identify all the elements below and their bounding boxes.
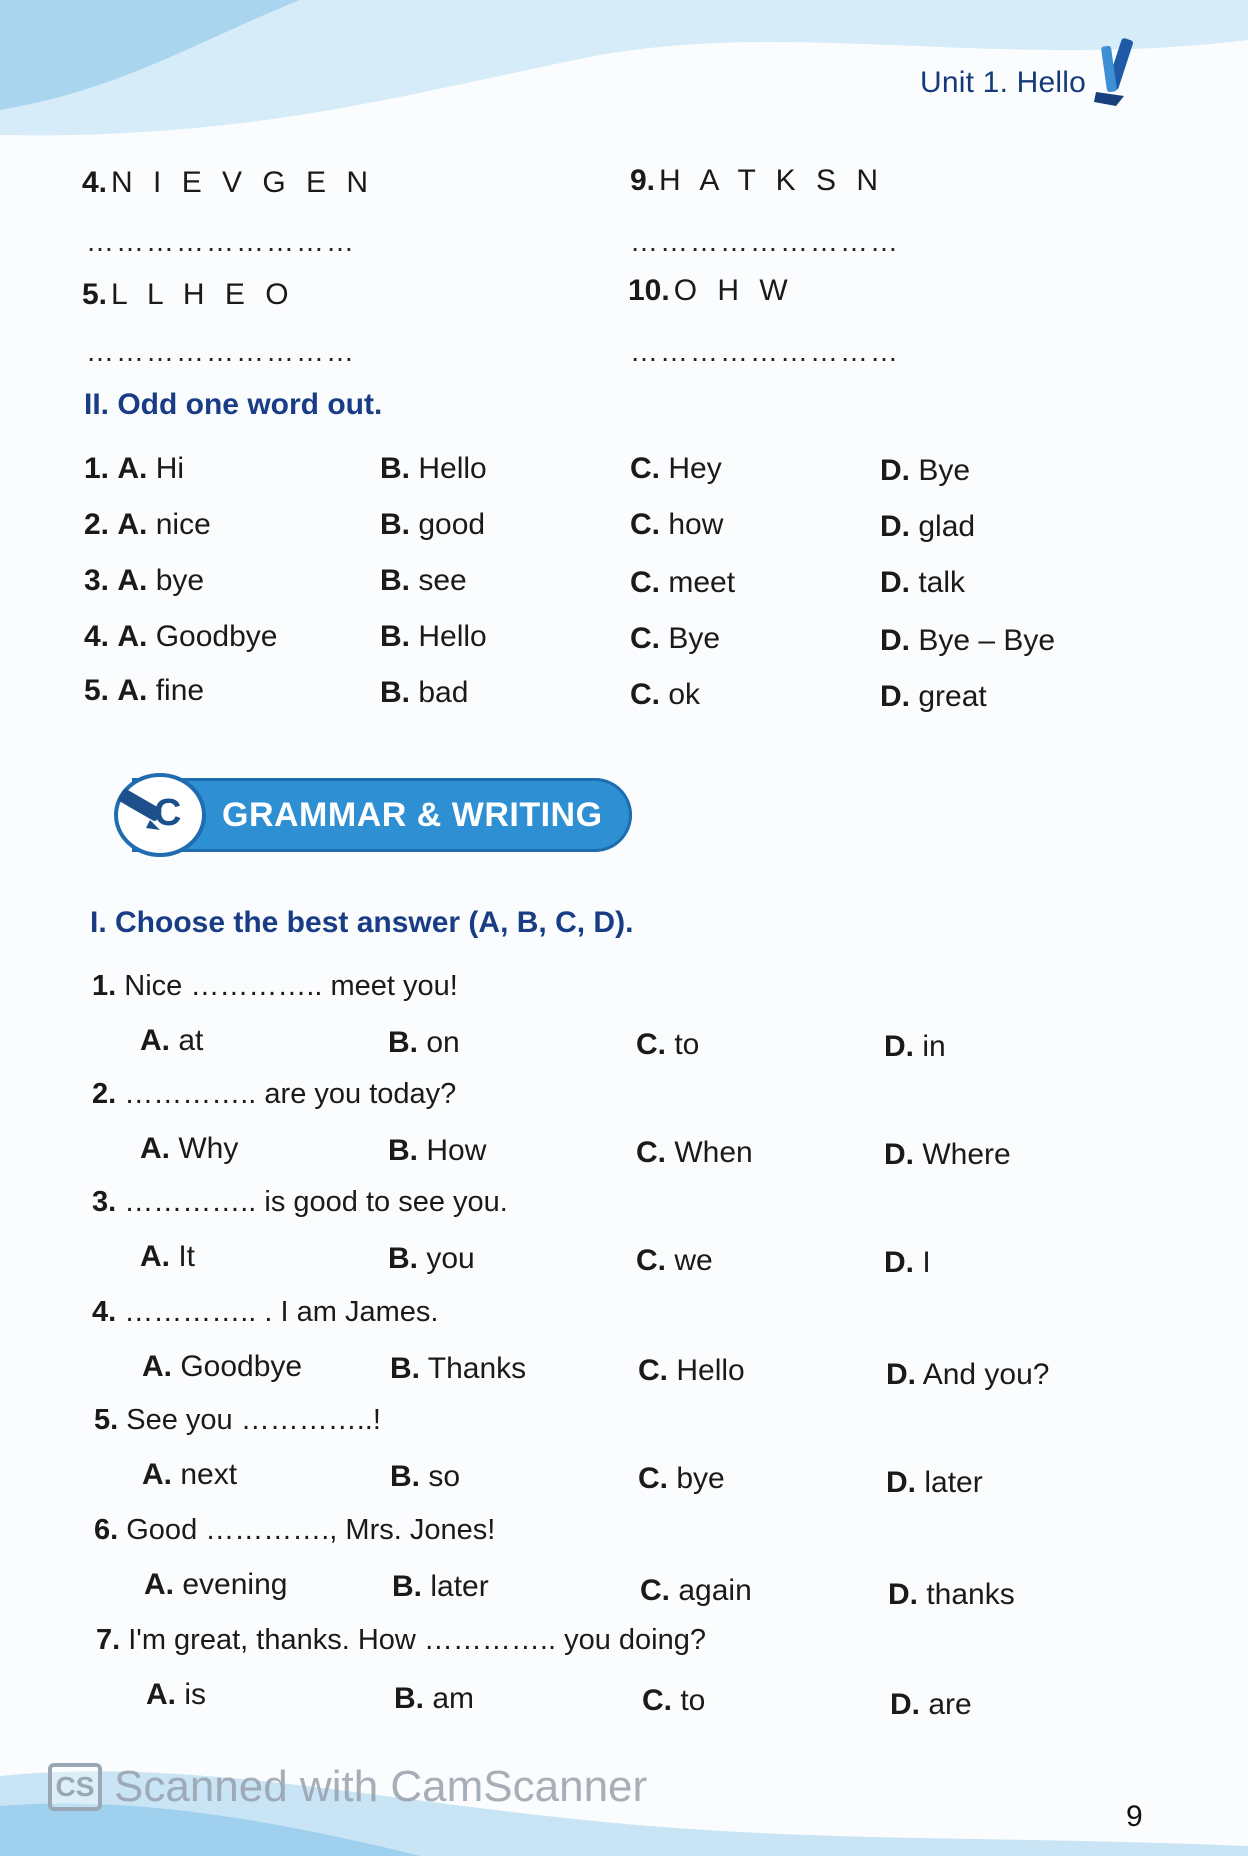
q5-option-b[interactable]: B. so [390, 1460, 461, 1493]
q5-option-d[interactable]: D. later [886, 1466, 983, 1499]
odd-row-5-option-b[interactable]: B. bad [380, 676, 469, 709]
banner-title: GRAMMAR & WRITING [222, 796, 603, 834]
odd-row-1-option-c[interactable]: C. Hey [630, 452, 722, 485]
answer-line[interactable]: ……………………… [86, 226, 356, 257]
scrambled-letters: H A T K S N [659, 164, 884, 197]
odd-row-3-option-c[interactable]: C. meet [630, 566, 736, 599]
q5-option-a[interactable]: A. next [142, 1458, 238, 1491]
q6-option-b[interactable]: B. later [392, 1570, 489, 1603]
unit-title: Unit 1. Hello [920, 66, 1087, 99]
page-number: 9 [1126, 1800, 1143, 1833]
pen-pencil-icon [1090, 36, 1146, 110]
q6-option-c[interactable]: C. again [640, 1574, 752, 1607]
q7-option-a[interactable]: A. is [146, 1678, 207, 1711]
q6-option-d[interactable]: D. thanks [888, 1578, 1015, 1611]
choose-answer-heading: I. Choose the best answer (A, B, C, D). [90, 906, 634, 939]
question-4: 4. ………….. . I am James. [92, 1296, 439, 1328]
q4-option-d[interactable]: D. And you? [886, 1358, 1050, 1391]
question-2: 2. ………….. are you today? [92, 1078, 457, 1110]
odd-row-2-option-c[interactable]: C. how [630, 508, 724, 541]
q1-option-c[interactable]: C. to [636, 1028, 700, 1061]
q3-option-b[interactable]: B. you [388, 1242, 475, 1275]
unscramble-item-10 [628, 274, 794, 308]
q3-option-d[interactable]: D. I [884, 1246, 931, 1279]
q4-option-a[interactable]: A. Goodbye [142, 1350, 303, 1383]
q7-option-b[interactable]: B. am [394, 1682, 475, 1715]
question-6: 6. Good …………., Mrs. Jones! [94, 1514, 496, 1546]
odd-row-5-option-a[interactable]: 5. A. fine [84, 674, 205, 707]
q1-option-a[interactable]: A. at [140, 1024, 204, 1057]
unscramble-item-9 [630, 164, 884, 198]
q2-option-b[interactable]: B. How [388, 1134, 487, 1167]
camscanner-logo-icon: CS [48, 1763, 102, 1811]
grammar-writing-banner [92, 772, 648, 858]
q7-option-c[interactable]: C. to [642, 1684, 706, 1717]
q6-option-a[interactable]: A. evening [144, 1568, 288, 1601]
odd-row-4-option-b[interactable]: B. Hello [380, 620, 487, 653]
odd-row-4-option-a[interactable]: 4. A. Goodbye [84, 620, 278, 653]
item-number: 5. [82, 278, 108, 311]
q2-option-c[interactable]: C. When [636, 1136, 753, 1169]
q2-option-a[interactable]: A. Why [140, 1132, 239, 1165]
q1-option-b[interactable]: B. on [388, 1026, 460, 1059]
odd-one-out-heading: II. Odd one word out. [84, 388, 383, 421]
odd-row-4-option-c[interactable]: C. Bye [630, 622, 721, 655]
q2-option-d[interactable]: D. Where [884, 1138, 1011, 1171]
odd-row-4-option-d[interactable]: D. Bye – Bye [880, 624, 1056, 657]
scrambled-letters: L L H E O [111, 278, 295, 311]
q1-option-d[interactable]: D. in [884, 1030, 946, 1063]
question-3: 3. ………….. is good to see you. [92, 1186, 508, 1218]
scrambled-letters: N I E V G E N [111, 166, 375, 199]
odd-row-5-option-d[interactable]: D. great [880, 680, 987, 713]
item-number: 10. [628, 274, 670, 307]
q3-option-c[interactable]: C. we [636, 1244, 713, 1277]
unscramble-item-4 [82, 166, 374, 200]
odd-row-5-option-c[interactable]: C. ok [630, 678, 701, 711]
scrambled-letters: O H W [673, 274, 794, 307]
q7-option-d[interactable]: D. are [890, 1688, 972, 1721]
odd-row-1-option-b[interactable]: B. Hello [380, 452, 487, 485]
question-1: 1. Nice ………….. meet you! [92, 970, 458, 1002]
unscramble-item-5 [82, 278, 295, 312]
answer-line[interactable]: ……………………… [86, 336, 356, 367]
q4-option-c[interactable]: C. Hello [638, 1354, 745, 1387]
odd-row-1-option-d[interactable]: D. Bye [880, 454, 971, 487]
q4-option-b[interactable]: B. Thanks [390, 1352, 527, 1385]
odd-row-3-option-d[interactable]: D. talk [880, 566, 966, 599]
answer-line[interactable]: ……………………… [630, 226, 900, 257]
question-5: 5. See you …………..! [94, 1404, 381, 1436]
odd-row-2-option-a[interactable]: 2. A. nice [84, 508, 211, 541]
q5-option-c[interactable]: C. bye [638, 1462, 725, 1495]
item-number: 4. [82, 166, 108, 199]
camscanner-watermark [48, 1762, 647, 1812]
odd-row-1-option-a[interactable]: 1. A. Hi [84, 452, 185, 485]
odd-row-2-option-b[interactable]: B. good [380, 508, 486, 541]
answer-line[interactable]: ……………………… [630, 336, 900, 367]
banner-letter: C [154, 792, 182, 834]
q3-option-a[interactable]: A. It [140, 1240, 196, 1273]
item-number: 9. [630, 164, 656, 197]
watermark-text: Scanned with CamScanner [114, 1762, 648, 1811]
odd-row-3-option-a[interactable]: 3. A. bye [84, 564, 205, 597]
odd-row-2-option-d[interactable]: D. glad [880, 510, 976, 543]
question-7: 7. I'm great, thanks. How ………….. you doing? [96, 1624, 706, 1656]
odd-row-3-option-b[interactable]: B. see [380, 564, 467, 597]
